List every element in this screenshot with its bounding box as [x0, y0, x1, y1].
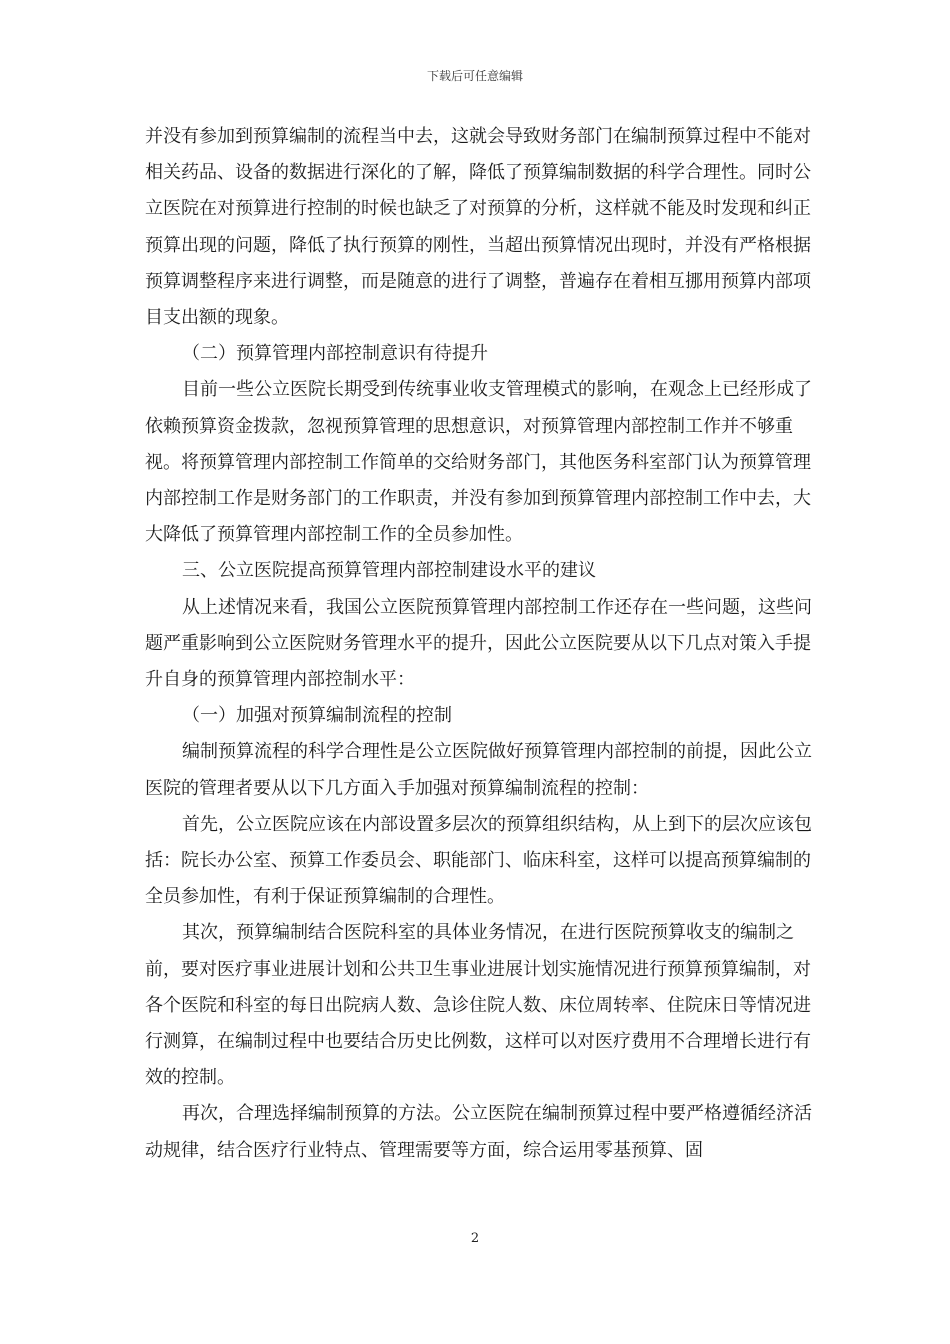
- section-heading-control-awareness: （二）预算管理内部控制意识有待提升: [182, 343, 488, 365]
- paragraph-third-point: 再次，合理选择编制预算的方法。公立医院在编制预算过程中要严格遵循经济活动规律，结合医疗行业特点、管理需要等方面，综合运用零基预算、固: [145, 1103, 812, 1161]
- document-body: [145, 119, 815, 1169]
- paragraph-first-point: 首先，公立医院应该在内部设置多层次的预算组织结构，从上到下的层次应该包括：院长办公室、预算工作委员会、职能部门、临床科室，这样可以提高预算编制的全员参加性，有利于保证预算编制的合理性。: [145, 813, 812, 908]
- page-header: 下载后可任意编辑: [426, 69, 523, 83]
- paragraph-second-point: 其次，预算编制结合医院科室的具体业务情况，在进行医院预算收支的编制之前，要对医疗事业进展计划和公共卫生事业进展计划实施情况进行预算预算编制，对各个医院和科室的每日出院病人数、急诊住院人数、床位周转率、住院床日等情况进行测算，在编制过程中也要结合历史比例数，这样可以对医疗费用不合理增长进行有效的控制。: [145, 922, 811, 1089]
- paragraph-process-premise: 编制预算流程的科学合理性是公立医院做好预算管理内部控制的前提，因此公立医院的管理者要从以下几方面入手加强对预算编制流程的控制：: [145, 741, 812, 799]
- paragraph-budget-process-issues: 并没有参加到预算编制的流程当中去，这就会导致财务部门在编制预算过程中不能对相关药品、设备的数据进行深化的了解，降低了预算编制数据的科学合理性。同时公立医院在对预算进行控制的时候也缺乏了对预算的分析，这样就不能及时发现和纠正预算出现的问题，降低了执行预算的刚性，当超出预算情况出现时，并没有严格根据预算调整程序来进行调整，而是随意的进行了调整，普遍存在着相互挪用预算内部项目支出额的现象。: [145, 126, 811, 329]
- paragraph-suggestions-intro: 从上述情况来看，我国公立医院预算管理内部控制工作还存在一些问题，这些问题严重影响到公立医院财务管理水平的提升，因此公立医院要从以下几点对策入手提升自身的预算管理内部控制水平：: [145, 596, 812, 691]
- section-heading-suggestions: 三、公立医院提高预算管理内部控制建设水平的建议: [182, 560, 596, 582]
- page-number: 2: [470, 1231, 480, 1246]
- section-heading-strengthen-process: （一）加强对预算编制流程的控制: [182, 705, 452, 727]
- paragraph-control-awareness: 目前一些公立医院长期受到传统事业收支管理模式的影响，在观念上已经形成了依赖预算资金拨款，忽视预算管理的思想意识，对预算管理内部控制工作并不够重视。将预算管理内部控制工作简单的交给财务部门，其他医务科室部门认为预算管理内部控制工作是财务部门的工作职责，并没有参加到预算管理内部控制工作中去，大大降低了预算管理内部控制工作的全员参加性。: [145, 379, 812, 546]
